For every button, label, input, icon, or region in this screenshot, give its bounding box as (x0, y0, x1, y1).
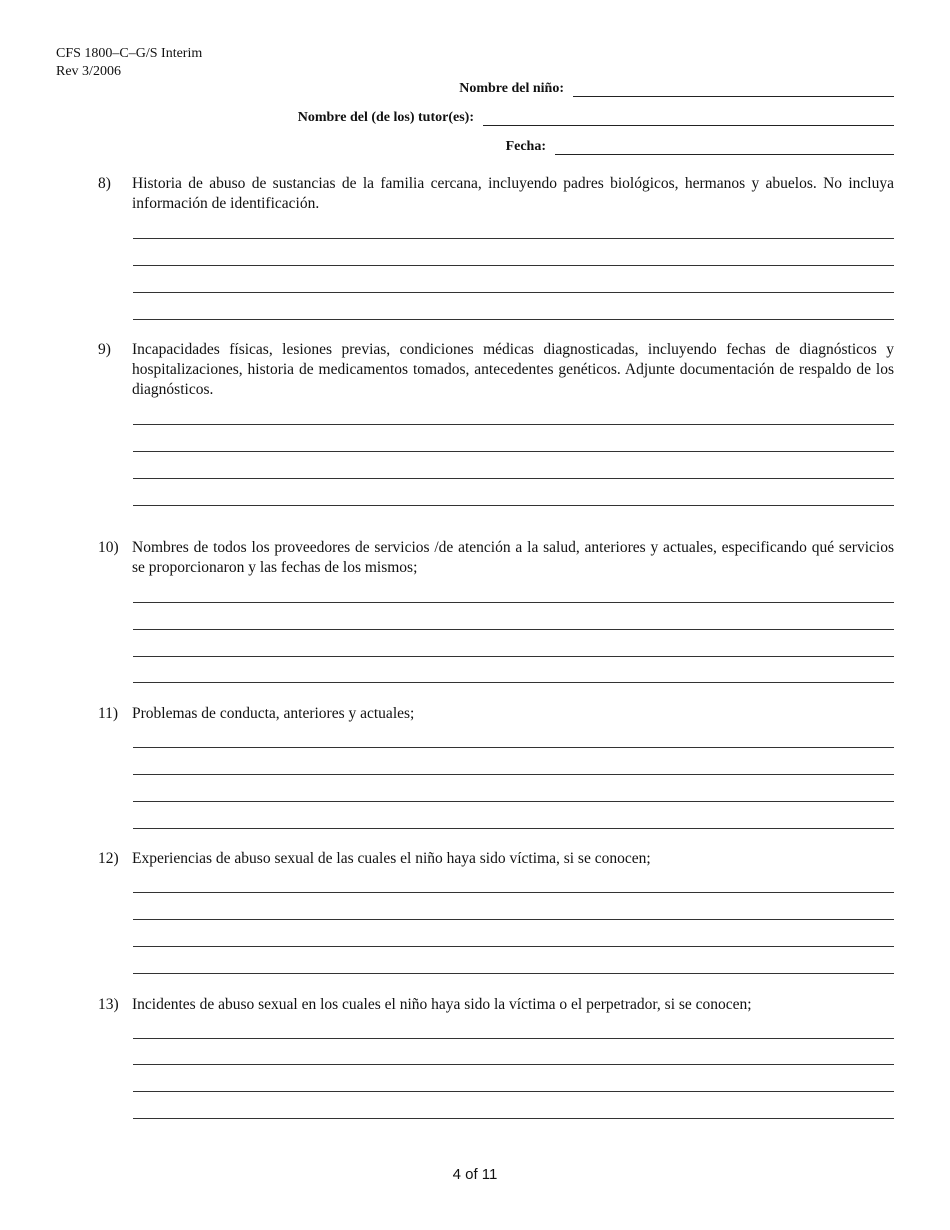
question-text: Incidentes de abuso sexual en los cuales el niño haya sido la víctima o el perpetrador, si se conocen; (132, 996, 752, 1013)
answer-line[interactable] (133, 629, 894, 630)
question-8 (98, 174, 894, 214)
guardian-name-label: Nombre del (de los) tutor(es): (297, 110, 474, 125)
answer-line[interactable] (133, 451, 894, 452)
guardian-name-field (298, 109, 894, 126)
question-number: 9) (98, 341, 111, 358)
form-revision: Rev 3/2006 (56, 64, 121, 79)
question-number: 13) (98, 996, 119, 1013)
answer-line[interactable] (133, 292, 894, 293)
question-text: Nombres de todos los proveedores de servicios /de atención a la salud, anteriores y actuales, especificando qué servicios se proporcionaron y las fechas de los mismos; (132, 539, 894, 576)
question-text: Problemas de conducta, anteriores y actuales; (132, 705, 415, 722)
answer-line[interactable] (133, 505, 894, 506)
answer-line[interactable] (133, 265, 894, 266)
answer-line[interactable] (133, 238, 894, 239)
question-number: 8) (98, 175, 111, 192)
question-text: Incapacidades físicas, lesiones previas, condiciones médicas diagnosticadas, incluyendo fechas de diagnósticos y hospitalizaciones, historia de medicamentos tomados, antecedentes genéticos. Adjunte documentación de respaldo de los diagnósticos. (132, 341, 894, 398)
answer-line[interactable] (133, 774, 894, 775)
answer-line[interactable] (133, 1118, 894, 1119)
question-text: Historia de abuso de sustancias de la familia cercana, incluyendo padres biológicos, hermanos y abuelos. No incluya información de identificación. (132, 175, 894, 212)
question-number: 10) (98, 539, 119, 556)
date-label: Fecha: (505, 139, 546, 154)
answer-line[interactable] (133, 801, 894, 802)
question-12 (98, 849, 894, 869)
date-field (506, 138, 894, 155)
question-13 (98, 995, 894, 1015)
child-name-input[interactable] (573, 80, 894, 97)
question-number: 12) (98, 850, 119, 867)
answer-line[interactable] (133, 478, 894, 479)
answer-line[interactable] (133, 319, 894, 320)
date-input[interactable] (555, 138, 894, 155)
answer-line[interactable] (133, 1091, 894, 1092)
answer-line[interactable] (133, 1064, 894, 1065)
question-10 (98, 538, 894, 578)
form-code: CFS 1800–C–G/S Interim (56, 46, 203, 61)
question-number: 11) (98, 705, 119, 722)
form-identifier (56, 45, 202, 81)
answer-line[interactable] (133, 682, 894, 683)
child-name-label: Nombre del niño: (459, 81, 564, 96)
answer-line[interactable] (133, 1038, 894, 1039)
answer-line[interactable] (133, 747, 894, 748)
answer-line[interactable] (133, 946, 894, 947)
guardian-name-input[interactable] (483, 109, 894, 126)
child-name-field (459, 80, 894, 97)
answer-line[interactable] (133, 656, 894, 657)
answer-line[interactable] (133, 828, 894, 829)
question-11 (98, 704, 894, 724)
question-9 (98, 340, 894, 400)
answer-line[interactable] (133, 424, 894, 425)
answer-line[interactable] (133, 602, 894, 603)
answer-line[interactable] (133, 919, 894, 920)
page-number: 4 of 11 (452, 1166, 498, 1183)
answer-line[interactable] (133, 973, 894, 974)
answer-line[interactable] (133, 892, 894, 893)
question-text: Experiencias de abuso sexual de las cuales el niño haya sido víctima, si se conocen; (132, 850, 651, 867)
